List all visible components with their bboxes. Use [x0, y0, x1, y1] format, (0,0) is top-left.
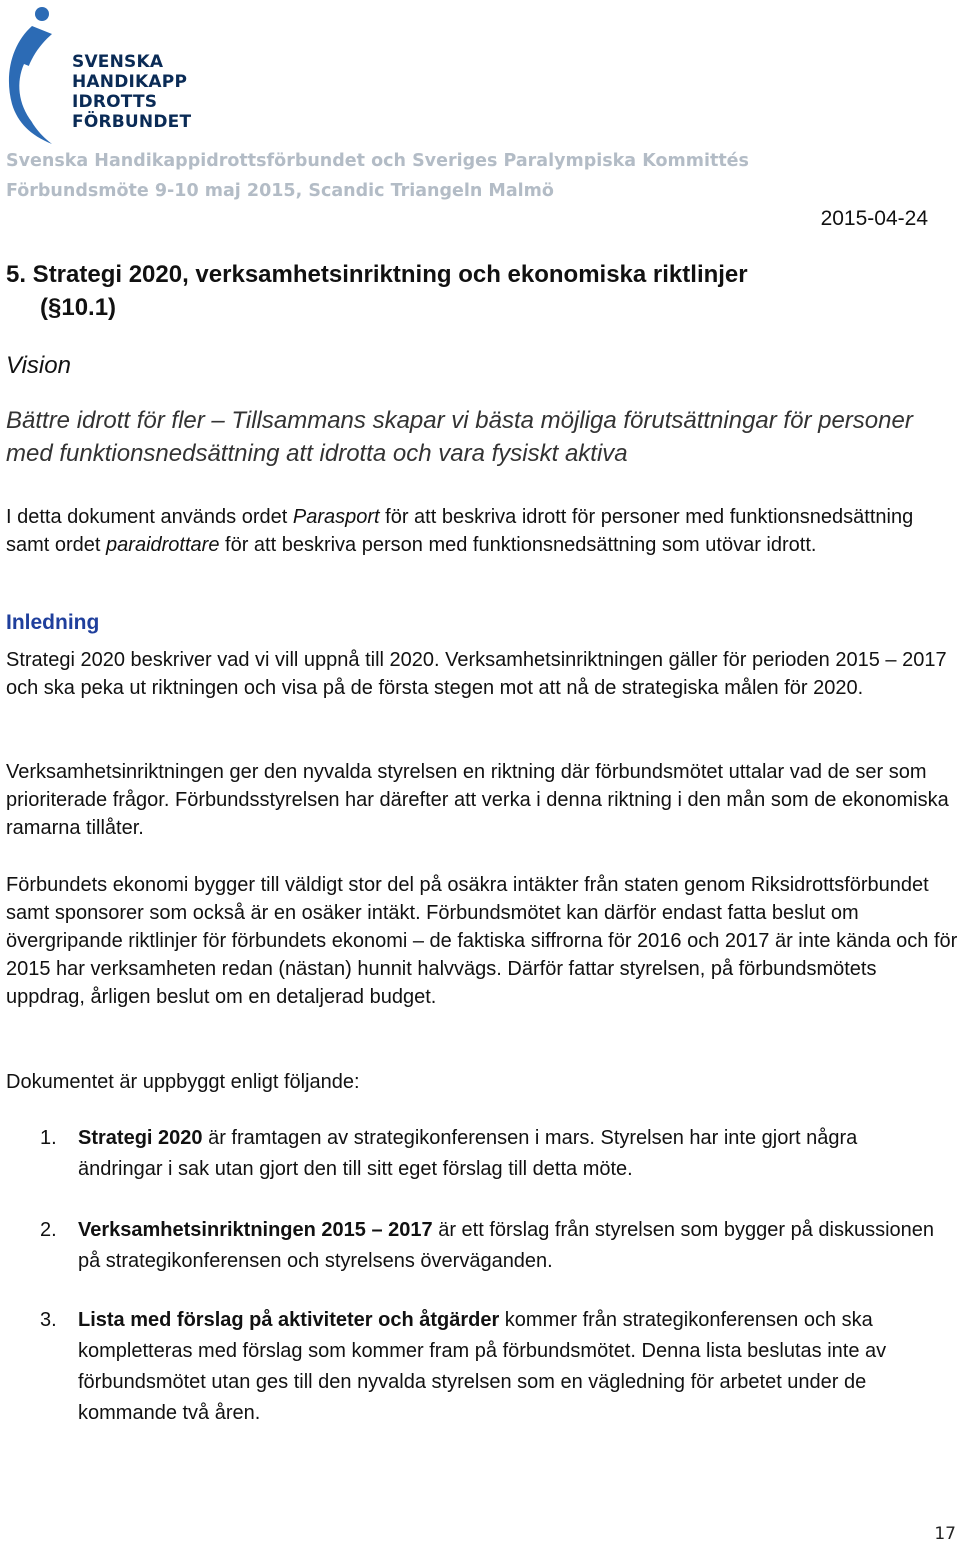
logo-text-line-4: FÖRBUNDET — [72, 112, 192, 132]
intro-paragraph-4: Dokumentet är uppbyggt enligt följande: — [6, 1071, 360, 1093]
intro-heading: Inledning — [6, 611, 100, 634]
header-org-line: Svenska Handikappidrottsförbundet och Sveriges Paralympiska Kommittés — [6, 151, 749, 171]
document-date: 2015-04-24 — [820, 207, 928, 230]
definitions-paragraph — [6, 503, 958, 559]
page-number: 17 — [934, 1524, 956, 1544]
intro-paragraph-1: Strategi 2020 beskriver vad vi vill uppnå till 2020. Verksamhetsinriktningen gäller för perioden 2015 – 2017 och ska peka ut riktningen och visa på de första stegen mot att nå de strategiska målen för 2020. — [6, 649, 947, 699]
para-athlete-logo-icon — [2, 4, 64, 146]
list-item-text — [78, 1215, 940, 1277]
list-item-rest: är framtagen av strategikonferensen i mars. Styrelsen har inte gjort några ändringar i sak utan gjort den till sitt eget förslag till detta möte. — [78, 1127, 858, 1180]
logo-text-line-1: SVENSKA — [72, 52, 164, 72]
list-item-bold: Strategi 2020 — [78, 1127, 203, 1149]
term-parasport: Parasport — [292, 506, 380, 528]
list-item-number: 3. — [40, 1309, 57, 1331]
definitions-part-3: för att beskriva person med funktionsnedsättning som utövar idrott. — [219, 534, 817, 556]
term-paraidrottare: paraidrottare — [106, 534, 220, 556]
list-item-bold: Lista med förslag på aktiviteter och åtgärder — [78, 1309, 500, 1331]
logo-text-line-2: HANDIKAPP — [72, 72, 188, 92]
list-item-text — [78, 1123, 940, 1185]
section-heading — [6, 258, 906, 324]
logo-head-shape — [35, 7, 49, 21]
intro-paragraph-3: Förbundets ekonomi bygger till väldigt stor del på osäkra intäkter från staten genom Riksidrottsförbundet samt sponsorer som också är en osäker intäkt. Förbundsmötet kan därför endast fatta beslut om övergripande riktlinjer för förbundets ekonomi – de faktiska siffrorna för 2016 och 2017 är inte kända och för 2015 har verksamheten redan (nästan) hunnit halvvägs. Därför fattar styrelsen, på förbundsmötets uppdrag, årligen beslut om en detaljerad budget. — [6, 874, 958, 1008]
list-item-number: 1. — [40, 1127, 57, 1149]
list-item-bold: Verksamhetsinriktningen 2015 – 2017 — [78, 1219, 433, 1241]
header-meeting-line: Förbundsmöte 9-10 maj 2015, Scandic Triangeln Malmö — [6, 181, 554, 201]
list-item-rest: är ett förslag från styrelsen som bygger på diskussionen på strategikonferensen och styrelsens överväganden. — [78, 1219, 934, 1272]
logo-body-swoosh — [9, 26, 52, 144]
list-item-rest: kommer från strategikonferensen och ska kompletteras med förslag som kommer fram på förbundsmötet. Denna lista beslutas inte av förbundsmötet utan ges till den nyvalda styrelsen som en vägledning för arbetet under de kommande två åren. — [78, 1309, 887, 1424]
section-heading-line-1: 5. Strategi 2020, verksamhetsinriktning och ekonomiska riktlinjer — [6, 261, 748, 288]
list-item-text — [78, 1305, 940, 1429]
list-item-number: 2. — [40, 1219, 57, 1241]
definitions-part-2: för att beskriva idrott för personer med funktionsnedsättning samt ordet — [6, 506, 914, 556]
vision-heading: Vision — [6, 352, 71, 379]
logo-text-line-3: IDROTTS — [72, 92, 158, 112]
vision-statement: Bättre idrott för fler – Tillsammans skapar vi bästa möjliga förutsättningar för personer med funktionsnedsättning att idrotta och vara fysiskt aktiva — [6, 407, 913, 467]
definitions-part-1: I detta dokument används ordet — [6, 506, 293, 528]
section-heading-line-2: (§10.1) — [40, 294, 117, 321]
intro-paragraph-2: Verksamhetsinriktningen ger den nyvalda styrelsen en riktning där förbundsmötet uttalar vad de ser som prioriterade frågor. Förbundsstyrelsen har därefter att verka i denna riktning i den mån som de ekonomiska ramarna tillåter. — [6, 761, 949, 839]
